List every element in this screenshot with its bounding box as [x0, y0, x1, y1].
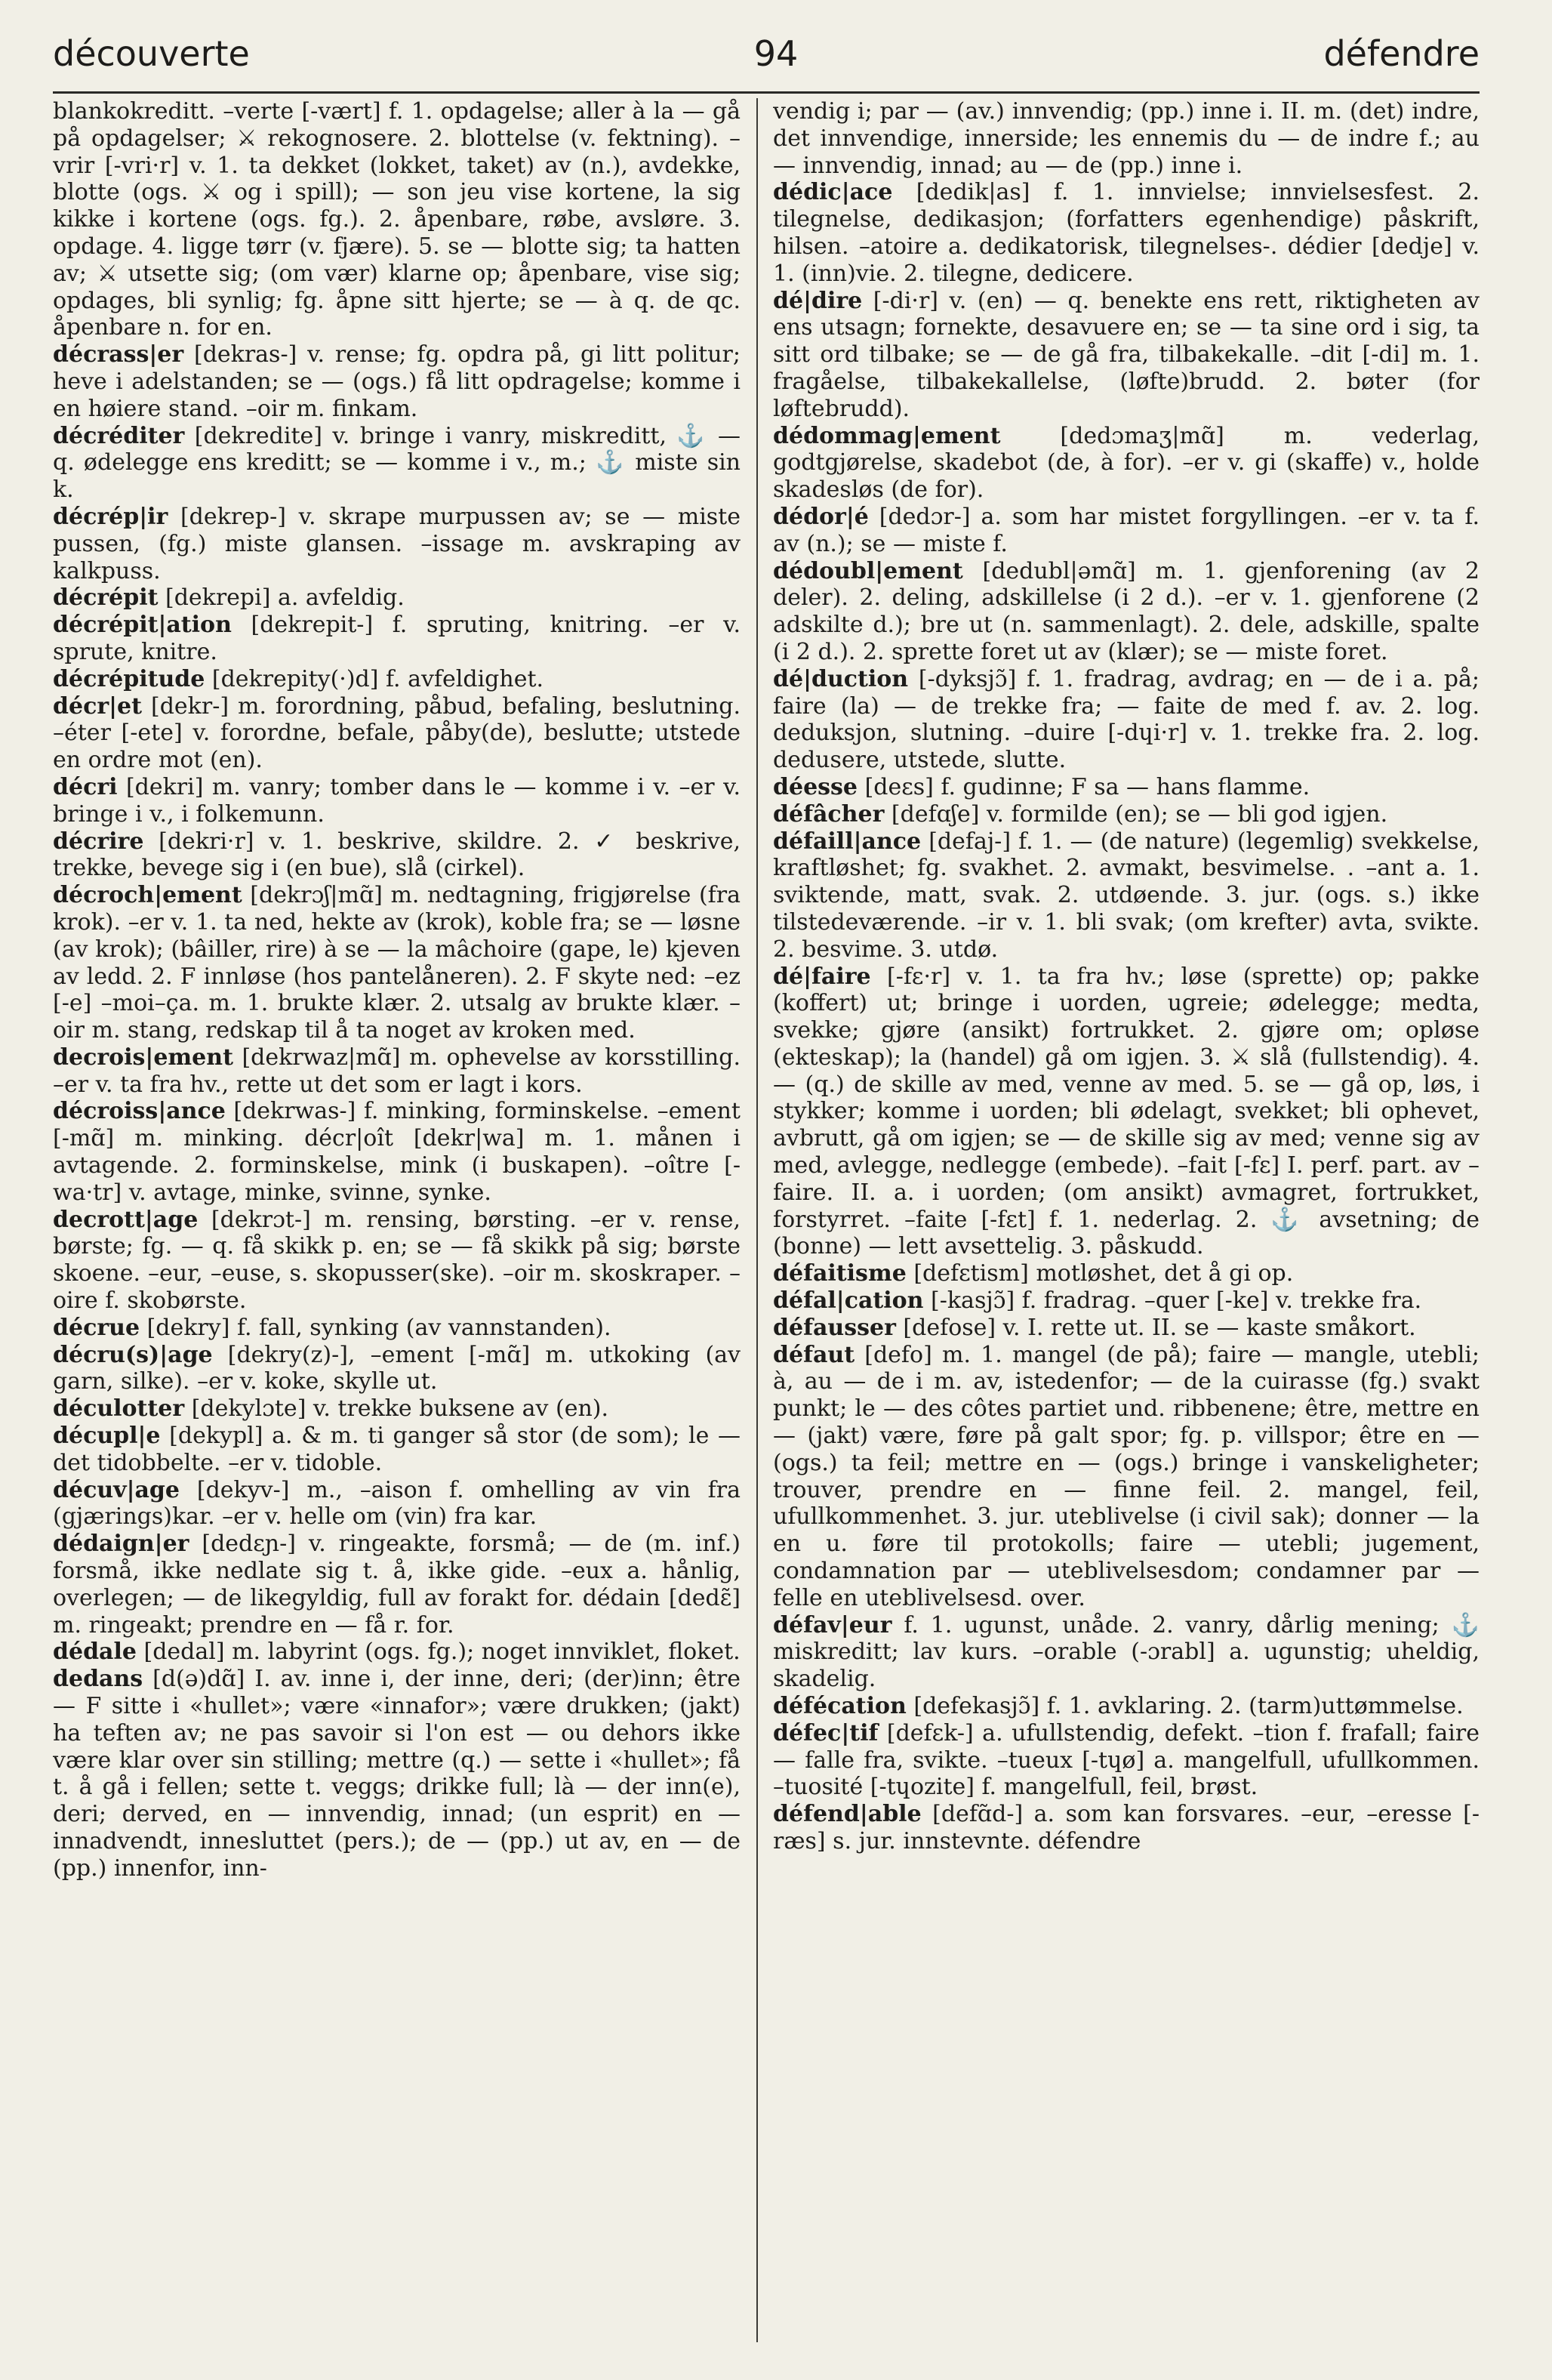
entry-headword: décrue — [53, 1314, 140, 1341]
entry-headword: dé|dire — [773, 287, 863, 314]
dictionary-entry — [773, 1260, 1480, 1287]
dictionary-entry — [53, 98, 741, 341]
entry-headword: decrott|age — [53, 1206, 199, 1233]
entry-headword: décru(s)|age — [53, 1341, 213, 1368]
entry-definition: [dedal] m. labyrint (ogs. fg.); noget innviklet, floket. — [136, 1639, 741, 1666]
entry-definition: [dekyv-] m., –aison f. omhelling av vin fra (gjærings)kar. –er v. helle om (vin) fra kar. — [53, 1476, 741, 1531]
entry-headword: décrass|er — [53, 341, 184, 368]
entry-headword: décri — [53, 773, 118, 800]
entry-headword: défav|eur — [773, 1611, 892, 1639]
entry-definition: [dekrwaz|mɑ̃] m. ophevelse av korsstilling. –er v. ta fra hv., rette ut det som er lagt i kors. — [53, 1044, 741, 1098]
dictionary-entry — [773, 828, 1480, 963]
header-right-guideword: défendre — [1323, 33, 1480, 74]
header-left-guideword: découverte — [53, 33, 250, 74]
entry-headword: déculotter — [53, 1395, 185, 1423]
dictionary-entry — [53, 1044, 741, 1099]
entry-definition: [dedɛɲ-] v. ringeakte, forsmå; — de (m. inf.) forsmå, ikke nedlate sig t. å, ikke gide. –eux a. hånlig, overlegen; — de likegyldig, full av forakt for. dédain [dedɛ̃] m. ringeakt; prendre en — få r. for. — [53, 1531, 741, 1639]
entry-definition: [d(ə)dɑ̃] I. av. inne i, der inne, deri; (der)inn; être — F sitte i «hullet»; være «innafor»; være drukken; (jakt) ha teften av; ne pas savoir si l'on est — ou dehors ikke være klar over sin stilling; mettre (q.) — sette i «hullet»; få t. å gå i fellen; sette t. veggs; drikke full; là — der inn(e), deri; derved, en — innvendig, innad; (un esprit) en — innadvendt, innesluttet (pers.); de — (pp.) ut av, en — de (pp.) innenfor, inn- — [53, 1666, 741, 1882]
entry-definition: [defose] v. I. rette ut. II. se — kaste småkort. — [895, 1314, 1416, 1341]
dictionary-entry — [53, 693, 741, 774]
entry-headword: dé|duction — [773, 665, 909, 692]
entry-definition: [dekrep-] v. skrape murpussen av; se — miste pussen, (fg.) miste glansen. –issage m. avskraping av kalkpuss. — [53, 503, 741, 584]
entry-definition: [dedubl|əmɑ̃] m. 1. gjenforening (av 2 deler). 2. deling, adskillelse (i 2 d.). –er v. 1. gjenforene (2 adskilte d.); bre ut (n. sammenlagt). 2. dele, adskille, spalte (i 2 d.). 2. sprette foret ut av (klær); se — miste foret. — [773, 557, 1480, 665]
entry-definition: [dekrepity(·)d] f. avfeldighet. — [205, 665, 544, 692]
dictionary-entry — [773, 423, 1480, 504]
dictionary-entry — [53, 1315, 741, 1342]
entry-definition: [dekras-] v. rense; fg. opdra på, gi litt politur; heve i adelstanden; se — (ogs.) få litt opdragelse; komme i en høiere stand. –oir m. finkam. — [53, 341, 741, 422]
entry-headword: défâcher — [773, 800, 885, 828]
entry-definition: [dekypl] a. & m. ti ganger så stor (de som); le — det tidobbelte. –er v. tidoble. — [53, 1423, 741, 1476]
dictionary-entry — [773, 666, 1480, 774]
dictionary-entry — [773, 558, 1480, 666]
dictionary-entry — [773, 1342, 1480, 1612]
entry-definition: [defo] m. 1. mangel (de på); faire — mangle, utebli; à, au — de i m. av, istedenfor; — de la cuirasse (fg.) svakt punkt; le — des côtes partiet und. ribbenene; être, mettre en — (jakt) være, føre på galt spor; fg. p. villspor; être en — (ogs.) ta feil; mettre en — (ogs.) bringe i vanskeligheter; trouver, prendre en — finne feil. 2. mangel, feil, ufullkommenhet. 3. jur. uteblivelse (i civil sak); donner — la en u. føre til protokolls; faire — utebli; jugement, condamnation par — uteblivelsesdom; condamner par — felle en uteblivelsesd. over. — [773, 1341, 1480, 1611]
entry-definition: [dekrepi] a. avfeldig. — [158, 584, 405, 612]
dictionary-entry — [773, 288, 1480, 423]
entry-headword: défec|tif — [773, 1719, 879, 1746]
dictionary-entry — [773, 1315, 1480, 1342]
entry-headword: défaill|ance — [773, 828, 922, 855]
dictionary-entry — [53, 882, 741, 1044]
entry-headword: décuv|age — [53, 1476, 180, 1503]
entry-headword: décr|et — [53, 692, 142, 720]
entry-headword: dédale — [53, 1639, 137, 1666]
entry-definition: [defekasjɔ̃] f. 1. avklaring. 2. (tarm)uttømmelse. — [906, 1693, 1464, 1720]
entry-definition: [deɛs] f. gudinne; F sa — hans flamme. — [858, 773, 1310, 800]
entry-definition: [dedɔr-] a. som har mistet forgyllingen. –er v. ta f. av (n.); se — miste f. — [773, 503, 1480, 557]
dictionary-entry — [53, 666, 741, 693]
entry-headword: décupl|e — [53, 1423, 161, 1450]
dictionary-entry — [53, 584, 741, 612]
entry-headword: dédaign|er — [53, 1531, 189, 1558]
dictionary-entry — [773, 1693, 1480, 1720]
entry-definition: [dekrɔʃ|mɑ̃] m. nedtagning, frigjørelse (fra krok). –er v. 1. ta ned, hekte av (krok), koble fra; se — løsne (av krok); (bâiller, rire) à se — la mâchoire (gape, le) kjeven av ledd. 2. F innløse (hos pantelåneren). 2. F skyte ned: –ez [-e] –moi–ça. m. 1. brukte klær. 2. utsalg av brukte klær. –oir m. stang, redskap til å ta noget av kroken med. — [53, 882, 741, 1044]
entry-headword: dédor|é — [773, 503, 869, 530]
entry-headword: défend|able — [773, 1801, 922, 1828]
entry-headword: décroiss|ance — [53, 1098, 226, 1125]
dictionary-entry — [773, 774, 1480, 801]
dictionary-entry — [773, 1801, 1480, 1855]
dictionary-entry — [53, 828, 741, 883]
dictionary-entry — [53, 1423, 741, 1477]
entry-definition: [dekri] m. vanry; tomber dans le — komme i v. –er v. bringe i v., i folkemunn. — [53, 773, 741, 828]
dictionary-entry — [53, 1207, 741, 1315]
dictionary-entry — [53, 504, 741, 584]
entry-definition: [defɑ̃d-] a. som kan forsvares. –eur, –eresse [-ræs] s. jur. innstevnte. défendre — [773, 1801, 1480, 1854]
entry-definition: [defɑʃe] v. formilde (en); se — bli god igjen. — [884, 800, 1388, 828]
entry-definition: [dekredite] v. bringe i vanry, miskreditt, ⚓ — q. ødelegge ens kreditt; se — komme i v., m.; ⚓ miste sin k. — [53, 422, 741, 504]
entry-definition: [dekrɔt-] m. rensing, børsting. –er v. rense, børste; fg. — q. få skikk p. en; se — få skikk på sig; børste skoene. –eur, –euse, s. skopusser(ske). –oir m. skoskraper. –oire f. skobørste. — [53, 1206, 741, 1315]
entry-definition: [dekrwas-] f. minking, forminskelse. –ement [-mɑ̃] m. minking. décr|oît [dekr|wa] m. 1. månen i avtagende. 2. forminskelse, mink (i buskapen). –oître [-wa·tr] v. avtage, minke, svinne, synke. — [53, 1098, 741, 1206]
column-left — [53, 98, 741, 2348]
entry-definition: [dekr-] m. forordning, påbud, befaling, beslutning. –éter [-ete] v. forordne, befale, påby(de), beslutte; utstede en ordre mot (en). — [53, 692, 741, 774]
entry-definition: [-fɛ·r] v. 1. ta fra hv.; løse (sprette) op; pakke (koffert) ut; bringe i uorden, ugreie; ødelegge; medta, svekke; gjøre (ansikt) fortrukket. 2. gjøre om; opløse (ekteskap); la (handel) gå om igjen. 3. ⚔ slå (fullstendig). 4. — (q.) de skille av med, venne av med. 5. se — gå op, løs, i stykker; komme i uorden; bli ødelagt, svekket; bli ophevet, avbrutt, gå om igjen; se — de skille sig av med; venne sig av med, avlegge, nedlegge (embede). –fait [-fɛ] I. perf. part. av –faire. II. a. i uorden; (om ansikt) avmagret, fortrukket, forstyrret. –faite [-fɛt] f. 1. nederlag. 2. ⚓ avsetning; de (bonne) — lett avsettelig. 3. påskudd. — [773, 963, 1480, 1260]
entry-definition: [-di·r] v. (en) — q. benekte ens rett, riktigheten av ens utsagn; fornekte, desavuere en; se — ta sine ord i sig, ta sitt ord tilbake; se — de gå fra, tilbakekalle. –dit [-di] m. 1. fragåelse, tilbakekallelse, (løfte)brudd. 2. bøter (for løftebrudd). — [773, 287, 1480, 422]
entry-definition: f. 1. ugunst, unåde. 2. vanry, dårlig mening; ⚓ miskreditt; lav kurs. –orable (-ɔrabl] a. ugunstig; uheldig, skadelig. — [773, 1611, 1480, 1693]
dictionary-entry — [773, 1287, 1480, 1315]
dictionary-entry — [53, 341, 741, 422]
dictionary-entry — [773, 1612, 1480, 1693]
dictionary-entry — [773, 504, 1480, 558]
entry-headword: décrépitude — [53, 665, 205, 692]
entry-headword: défaitisme — [773, 1260, 907, 1287]
dictionary-entry — [53, 423, 741, 504]
dictionary-entry — [53, 774, 741, 828]
entry-headword: défaut — [773, 1341, 855, 1368]
entry-definition: blankokreditt. –verte [-vært] f. 1. opdagelse; aller à la — gå på opdagelser; ⚔ rekognosere. 2. blottelse (v. fektning). –vrir [-vri·r] v. 1. ta dekket (lokket, taket) av (n.), avdekke, blotte (ogs. ⚔ og i spill); — son jeu vise kortene, la sig kikke i kortene (ogs. fg.). 2. åpenbare, røbe, avsløre. 3. opdage. 4. ligge tørr (v. fjære). 5. se — blotte sig; ta hatten av; ⚔ utsette sig; (om vær) klarne op; åpenbare, vise sig; opdages, bli synlig; fg. åpne sitt hjerte; se — à q. de qc. åpenbare n. for en. — [53, 98, 741, 341]
entry-headword: décrép|ir — [53, 503, 168, 530]
dictionary-entry — [53, 612, 741, 666]
entry-headword: décrépit — [53, 584, 159, 612]
entry-definition: [-kasjɔ̃] f. fradrag. –quer [-ke] v. trekke fra. — [923, 1287, 1422, 1315]
entry-definition: [dedɔmaʒ|mɑ̃] m. vederlag, godtgjørelse, skadebot (de, à for). –er v. gi (skaffe) v., holde skadesløs (de for). — [773, 422, 1480, 504]
dictionary-entry — [773, 98, 1480, 179]
entry-definition: [dekylɔte] v. trekke buksene av (en). — [184, 1395, 609, 1423]
entry-headword: dédoubl|ement — [773, 557, 963, 584]
entry-headword: défal|cation — [773, 1287, 924, 1315]
dictionary-entry — [53, 1477, 741, 1531]
entry-headword: déesse — [773, 773, 858, 800]
entry-headword: dedans — [53, 1666, 143, 1693]
dictionary-entry — [773, 801, 1480, 828]
page-number: 94 — [753, 33, 799, 74]
dictionary-entry — [53, 1666, 741, 1882]
dictionary-entry — [53, 1395, 741, 1423]
entry-headword: décréditer — [53, 422, 185, 449]
entry-definition: [dekry] f. fall, synking (av vannstanden). — [140, 1314, 611, 1341]
column-right — [773, 98, 1480, 2348]
entry-definition: vendig i; par — (av.) innvendig; (pp.) inne i. II. m. (det) indre, det innvendige, innerside; les ennemis du — de indre f.; au — innvendig, innad; au — de (pp.) inne i. — [773, 98, 1480, 179]
entry-headword: décroch|ement — [53, 882, 242, 909]
entry-definition: [defaj-] f. 1. — (de nature) (legemlig) svekkelse, kraftløshet; fg. svakhet. 2. avmakt, besvimelse. . –ant a. 1. sviktende, matt, svak. 2. utdøende. 3. jur. (ogs. s.) ikke tilstedeværende. –ir v. 1. bli svak; (om krefter) avta, svikte. 2. besvime. 3. utdø. — [773, 828, 1480, 963]
entry-definition: [dekrepit-] f. spruting, knitring. –er v. sprute, knitre. — [53, 612, 741, 665]
entry-headword: défausser — [773, 1314, 896, 1341]
dictionary-entry — [773, 179, 1480, 287]
column-divider — [756, 98, 758, 2342]
dictionary-entry — [773, 963, 1480, 1261]
entry-headword: décrire — [53, 828, 144, 855]
dictionary-entry — [53, 1098, 741, 1206]
entry-definition: [dedik|as] f. 1. innvielse; innvielsesfest. 2. tilegnelse, dedikasjon; (forfatters egenhendige) påskrift, hilsen. –atoire a. dedikatorisk, tilegnelses-. dédier [dedje] v. 1. (inn)vie. 2. tilegne, dedicere. — [773, 179, 1480, 287]
entry-headword: dédic|ace — [773, 179, 893, 206]
entry-headword: défécation — [773, 1693, 907, 1720]
dictionary-entry — [53, 1531, 741, 1639]
entry-definition: [dekry(z)-], –ement [-mɑ̃] m. utkoking (av garn, silke). –er v. koke, skylle ut. — [53, 1341, 741, 1395]
entry-headword: décrépit|ation — [53, 612, 232, 639]
dictionary-entry — [53, 1342, 741, 1396]
entry-definition: [dekri·r] v. 1. beskrive, skildre. 2. ✓ beskrive, trekke, bevege sig i (en bue), slå (cirkel). — [53, 828, 741, 882]
entry-headword: dédommag|ement — [773, 422, 1001, 449]
entry-headword: decrois|ement — [53, 1044, 233, 1071]
entry-definition: [-dyksjɔ̃] f. 1. fradrag, avdrag; en — de i a. på; faire (la) — de trekke fra; — faite de med f. av. 2. log. deduksjon, slutning. –duire [-dɥi·r] v. 1. trekke fra. 2. log. dedusere, utstede, slutte. — [773, 665, 1480, 774]
header-rule — [53, 91, 1480, 94]
entry-definition: [defɛk-] a. ufullstendig, defekt. –tion f. frafall; faire — falle fra, svikte. –tueux [-tɥø] a. mangelfull, ufullkommen. –tuosité [-tɥozite] f. mangelfull, feil, brøst. — [773, 1719, 1480, 1801]
dictionary-entry — [773, 1720, 1480, 1801]
entry-definition: [defɛtism] motløshet, det å gi op. — [906, 1260, 1294, 1287]
entry-headword: dé|faire — [773, 963, 871, 990]
dictionary-entry — [53, 1639, 741, 1666]
